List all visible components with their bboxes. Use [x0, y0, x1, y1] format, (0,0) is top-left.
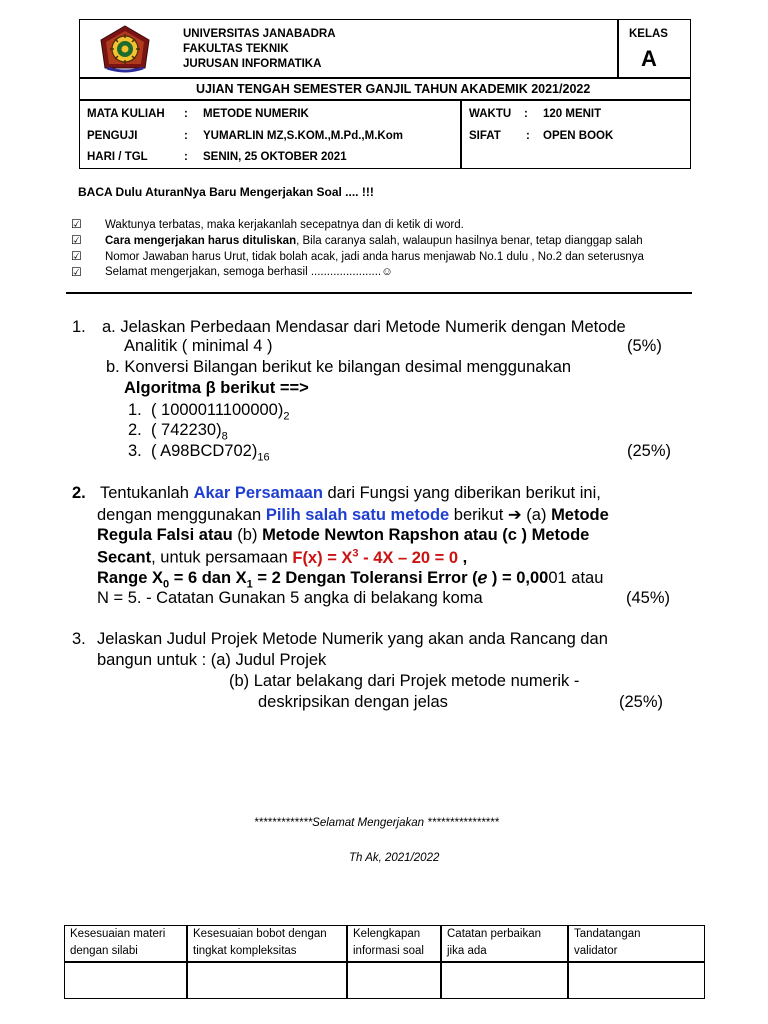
equation-exponent: 3 — [352, 547, 359, 559]
q1-item-2 — [128, 421, 228, 442]
header-divider-1 — [79, 77, 691, 79]
faculty-name: FAKULTAS TEKNIK — [183, 43, 289, 55]
table-column-divider — [567, 925, 569, 999]
colon: : — [526, 130, 530, 142]
q2-range-text: Range X — [97, 569, 164, 587]
item-number: 3. — [128, 442, 142, 460]
header-line: informasi soal — [353, 945, 424, 957]
info-divider — [460, 99, 462, 169]
q2-text-bold: Metode — [551, 506, 609, 524]
exam-title: UJIAN TENGAH SEMESTER GANJIL TAHUN AKADEMIK 2021/2022 — [196, 82, 591, 96]
header-line: validator — [574, 945, 618, 957]
q1-a-line2: Analitik ( minimal 4 ) — [124, 337, 273, 355]
sifat-value: OPEN BOOK — [543, 130, 614, 142]
q2-line3 — [97, 526, 589, 545]
header-line: Catatan perbaikan — [447, 928, 541, 940]
item-value: ( 742230) — [150, 421, 222, 439]
q2-method-b-c: Metode Newton Rapshon atau (c ) Metode — [262, 526, 590, 544]
rule-item-2-bold: Cara mengerjakan harus dituliskan — [105, 235, 297, 247]
q2-percentage: (45%) — [626, 589, 671, 607]
q1-a-percentage: (5%) — [627, 337, 662, 355]
q3-percentage: (25%) — [619, 693, 664, 711]
table-column-divider — [440, 925, 442, 999]
closing-message: *************Selamat Mengerjakan **************** — [254, 817, 499, 829]
q2-subscript: 1 — [246, 578, 253, 591]
section-divider — [66, 292, 692, 294]
q3-line2: bangun untuk : (a) Judul Projek — [97, 651, 327, 669]
q2-text: dari Fungsi yang diberikan berikut ini, — [322, 484, 601, 502]
item-base: 8 — [221, 430, 228, 443]
academic-year: Th Ak, 2021/2022 — [349, 852, 440, 864]
q2-text-bold: , — [458, 548, 468, 567]
checkbox-checked-icon: ☑ — [71, 265, 82, 279]
q2-pilih-metode: Pilih salah satu metode — [265, 506, 450, 524]
q2-equation — [292, 549, 458, 567]
header-line: dengan silabi — [70, 945, 138, 957]
q3-line4: deskripsikan dengan jelas — [258, 693, 448, 711]
header-line: Tandatangan — [574, 928, 641, 940]
hari-value: SENIN, 25 OKTOBER 2021 — [203, 151, 347, 163]
equation-part: F(x) = X — [292, 548, 353, 567]
q2-tolerance-rest: 01 atau — [548, 569, 604, 587]
q2-method-a: Regula Falsi atau — [97, 526, 233, 544]
checkbox-checked-icon: ☑ — [71, 233, 82, 247]
colon: : — [184, 151, 188, 163]
header-line: Kelengkapan — [353, 928, 421, 940]
table-header-cell — [193, 926, 327, 960]
colon: : — [524, 108, 528, 120]
colon: : — [184, 108, 188, 120]
checkbox-checked-icon: ☑ — [71, 249, 82, 263]
item-value: ( 1000011100000) — [150, 401, 284, 419]
waktu-value: 120 MENIT — [543, 108, 602, 120]
kelas-divider — [617, 19, 619, 77]
table-column-divider — [346, 925, 348, 999]
q1-b-percentage: (25%) — [627, 442, 672, 460]
checkbox-checked-icon: ☑ — [71, 217, 82, 231]
equation-part: - 4X – 20 = 0 — [358, 548, 459, 567]
q2-tolerance: (ℯ ) = 0,00 — [472, 569, 549, 587]
q2-text: Tentukanlah — [100, 484, 194, 502]
q2-akar-persamaan: Akar Persamaan — [193, 484, 323, 502]
mata-kuliah-label: MATA KULIAH — [87, 108, 165, 120]
table-header-cell — [353, 926, 424, 960]
q2-text: (b) — [232, 526, 263, 544]
q2-range-text: = 2 Dengan Toleransi Error — [252, 569, 473, 587]
q2-number: 2. — [72, 484, 86, 502]
table-header-cell — [447, 926, 541, 960]
q2-line5 — [97, 568, 603, 590]
q2-text: dengan menggunakan — [97, 506, 266, 524]
item-number: 2. — [128, 421, 142, 439]
table-header-divider — [64, 961, 705, 963]
q1-number: 1. — [72, 318, 86, 336]
university-seal-icon — [97, 24, 153, 74]
item-value: ( A98BCD702) — [150, 442, 258, 460]
q2-text: berikut ➔ (a) — [449, 506, 552, 524]
rule-item-3: Nomor Jawaban harus Urut, tidak bolah acak, jadi anda harus menjawab No.1 dulu , No.2 dan seterusnya — [105, 251, 644, 263]
kelas-value: A — [641, 46, 657, 71]
q2-subscript: 0 — [163, 578, 170, 591]
q2-line6: N = 5. - Catatan Gunakan 5 angka di belakang koma — [97, 589, 483, 607]
header-line: Kesesuaian materi — [70, 928, 166, 940]
q1-a-line1: a. Jelaskan Perbedaan Mendasar dari Metode Numerik dengan Metode — [102, 318, 626, 336]
penguji-label: PENGUJI — [87, 130, 138, 142]
hari-label: HARI / TGL — [87, 151, 148, 163]
q2-method-secant: Secant — [97, 548, 152, 567]
q3-line1: Jelaskan Judul Projek Metode Numerik yang akan anda Rancang dan — [97, 630, 608, 648]
table-header-cell — [70, 926, 165, 960]
q2-text: , untuk persamaan — [151, 548, 293, 567]
waktu-label: WAKTU — [469, 108, 512, 120]
item-base: 16 — [257, 451, 270, 464]
rule-item-2-rest: , Bila caranya salah, walaupun hasilnya benar, tetap dianggap salah — [296, 235, 643, 247]
table-column-divider — [186, 925, 188, 999]
item-number: 1. — [128, 401, 142, 419]
header-divider-2 — [79, 99, 691, 101]
header-line: jika ada — [447, 945, 487, 957]
mata-kuliah-value: METODE NUMERIK — [203, 108, 309, 120]
q1-b-line1: b. Konversi Bilangan berikut ke bilangan desimal menggunakan — [106, 358, 572, 376]
rule-item-4: Selamat mengerjakan, semoga berhasil ......................☺ — [105, 266, 393, 278]
colon: : — [184, 130, 188, 142]
q2-line4 — [97, 547, 467, 568]
header-line: Kesesuaian bobot dengan — [193, 928, 327, 940]
q3-number: 3. — [72, 630, 86, 648]
kelas-label: KELAS — [629, 28, 668, 40]
university-logo — [97, 24, 153, 74]
header-line: tingkat kompleksitas — [193, 945, 297, 957]
table-header-cell — [574, 926, 641, 960]
q2-range-text: = 6 dan X — [169, 569, 247, 587]
rule-item-2 — [105, 235, 643, 247]
q3-line3: (b) Latar belakang dari Projek metode numerik - — [229, 672, 580, 690]
university-name: UNIVERSITAS JANABADRA — [183, 28, 336, 40]
penguji-value: YUMARLIN MZ,S.KOM.,M.Pd.,M.Kom — [203, 130, 403, 142]
sifat-label: SIFAT — [469, 130, 501, 142]
rule-item-1: Waktunya terbatas, maka kerjakanlah secepatnya dan di ketik di word. — [105, 219, 464, 231]
q1-item-1 — [128, 401, 289, 422]
rules-heading: BACA Dulu AturanNya Baru Mengerjakan Soal .... !!! — [78, 185, 374, 199]
q2-line2 — [97, 505, 609, 525]
item-base: 2 — [283, 410, 290, 423]
q1-b-line2: Algoritma β berikut ==> — [124, 379, 309, 397]
q2-line1 — [100, 484, 601, 503]
department-name: JURUSAN INFORMATIKA — [183, 58, 322, 70]
q1-item-3 — [128, 442, 270, 463]
